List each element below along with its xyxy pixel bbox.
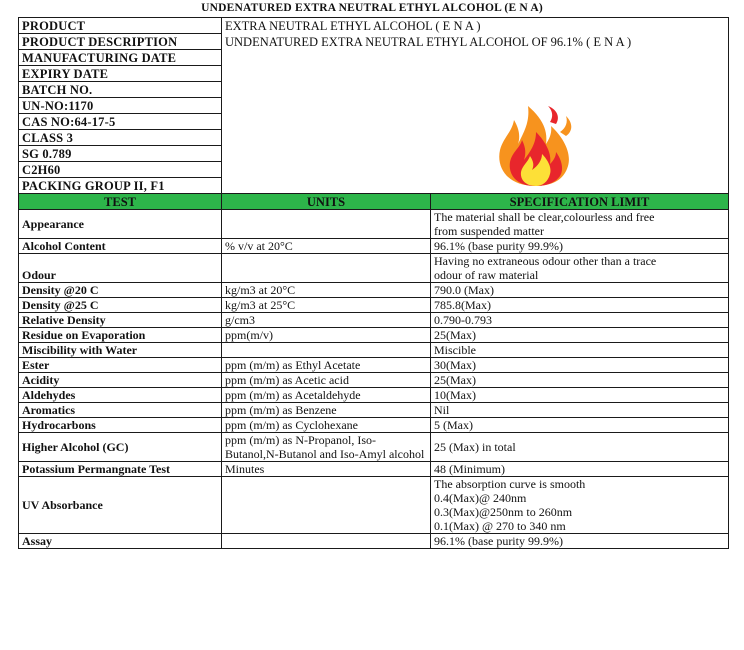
test-units: g/cm3 [222,313,431,328]
test-units: ppm (m/m) as Ethyl Acetate [222,358,431,373]
spec-line: 25 (Max) in total [434,440,516,454]
spec-limit [431,358,729,373]
spec-limit [431,373,729,388]
info-value: UNDENATURED EXTRA NEUTRAL ETHYL ALCOHOL OF 96.1% ( E N A ) [222,34,729,50]
info-value: EXTRA NEUTRAL ETHYL ALCOHOL ( E N A ) [222,18,729,34]
spec-row [19,328,729,343]
specification-section [19,194,729,549]
test-name: Higher Alcohol (GC) [19,433,222,462]
spec-line: Miscible [434,343,476,357]
hazard-image-cell [222,98,729,194]
spec-row [19,358,729,373]
spec-limit [431,210,729,239]
product-info-section [19,18,729,194]
spec-limit [431,403,729,418]
spec-line: Nil [434,403,450,417]
spec-row [19,462,729,477]
info-label: EXPIRY DATE [19,66,222,82]
spec-line: 0.1(Max) @ 270 to 340 nm [434,519,566,533]
test-units: ppm (m/m) as N-Propanol, Iso-Butanol,N-Butanol and Iso-Amyl alcohol [222,433,431,462]
spec-row [19,534,729,549]
column-header-test: TEST [19,194,222,210]
spec-line: odour of raw material [434,268,539,282]
test-units: ppm (m/m) as Benzene [222,403,431,418]
spec-limit [431,462,729,477]
spec-limit [431,313,729,328]
info-row [19,18,729,34]
info-label: UN-NO:1170 [19,98,222,114]
spec-row [19,283,729,298]
spec-line: 48 (Minimum) [434,462,505,476]
spec-line: 10(Max) [434,388,476,402]
column-header-row [19,194,729,210]
info-label: C2H60 [19,162,222,178]
spec-line: The absorption curve is smooth [434,477,586,491]
info-label: SG 0.789 [19,146,222,162]
test-name: Residue on Evaporation [19,328,222,343]
spec-table [18,17,729,549]
info-row [19,82,729,98]
test-units: ppm (m/m) as Acetaldehyde [222,388,431,403]
test-name: Acidity [19,373,222,388]
test-name: UV Absorbance [19,477,222,534]
test-name: Aromatics [19,403,222,418]
spec-limit [431,534,729,549]
test-units: kg/m3 at 20°C [222,283,431,298]
spec-row [19,210,729,239]
spec-line: 0.4(Max)@ 240nm [434,491,527,505]
test-units: % v/v at 20°C [222,239,431,254]
spec-line: from suspended matter [434,224,544,238]
info-label: CAS NO:64-17-5 [19,114,222,130]
test-units: kg/m3 at 25°C [222,298,431,313]
test-name: Miscibility with Water [19,343,222,358]
info-row [19,66,729,82]
spec-limit [431,477,729,534]
spec-row [19,403,729,418]
column-header-units: UNITS [222,194,431,210]
spec-row [19,313,729,328]
spec-row [19,298,729,313]
spec-line: 785.8(Max) [434,298,491,312]
spec-line: 0.790-0.793 [434,313,492,327]
info-value [222,50,729,66]
info-value [222,82,729,98]
column-header-spec: SPECIFICATION LIMIT [431,194,729,210]
spec-line: 5 (Max) [434,418,473,432]
spec-limit [431,388,729,403]
spec-line: 0.3(Max)@250nm to 260nm [434,505,573,519]
spec-row [19,388,729,403]
spec-limit [431,254,729,283]
info-label: PACKING GROUP II, F1 [19,178,222,194]
spec-limit [431,433,729,462]
spec-limit [431,418,729,433]
test-name: Alcohol Content [19,239,222,254]
info-label: PRODUCT DESCRIPTION [19,34,222,50]
test-name: Ester [19,358,222,373]
test-name: Odour [19,254,222,283]
flame-hazard-icon [490,102,580,188]
info-label: MANUFACTURING DATE [19,50,222,66]
spec-row [19,373,729,388]
test-units [222,254,431,283]
test-name: Aldehydes [19,388,222,403]
spec-row [19,343,729,358]
info-row [19,98,729,114]
spec-row [19,239,729,254]
spec-line: 96.1% (base purity 99.9%) [434,534,563,548]
info-value [222,66,729,82]
test-name: Relative Density [19,313,222,328]
spec-row [19,477,729,534]
spec-limit [431,343,729,358]
document-title: UNDENATURED EXTRA NEUTRAL ETHYL ALCOHOL (E N A) [201,2,543,14]
test-name: Potassium Permangnate Test [19,462,222,477]
spec-line: 96.1% (base purity 99.9%) [434,239,563,253]
test-units: ppm (m/m) as Cyclohexane [222,418,431,433]
test-units [222,534,431,549]
test-units: Minutes [222,462,431,477]
spec-row [19,254,729,283]
test-units [222,477,431,534]
info-row [19,34,729,50]
test-units: ppm (m/m) as Acetic acid [222,373,431,388]
spec-limit [431,283,729,298]
spec-line: 30(Max) [434,358,476,372]
test-name: Appearance [19,210,222,239]
info-row [19,50,729,66]
spec-line: Having no extraneous odour other than a trace [434,254,657,268]
test-name: Hydrocarbons [19,418,222,433]
spec-line: 25(Max) [434,328,476,342]
spec-line: The material shall be clear,colourless and free [434,210,655,224]
test-units: ppm(m/v) [222,328,431,343]
spec-line: 25(Max) [434,373,476,387]
spec-row [19,418,729,433]
test-units [222,343,431,358]
test-name: Density @25 C [19,298,222,313]
spec-limit [431,239,729,254]
spec-limit [431,328,729,343]
spec-line: 790.0 (Max) [434,283,494,297]
spec-limit [431,298,729,313]
info-label: CLASS 3 [19,130,222,146]
test-units [222,210,431,239]
test-name: Assay [19,534,222,549]
info-label: PRODUCT [19,18,222,34]
test-name: Density @20 C [19,283,222,298]
info-label: BATCH NO. [19,82,222,98]
spec-row [19,433,729,462]
